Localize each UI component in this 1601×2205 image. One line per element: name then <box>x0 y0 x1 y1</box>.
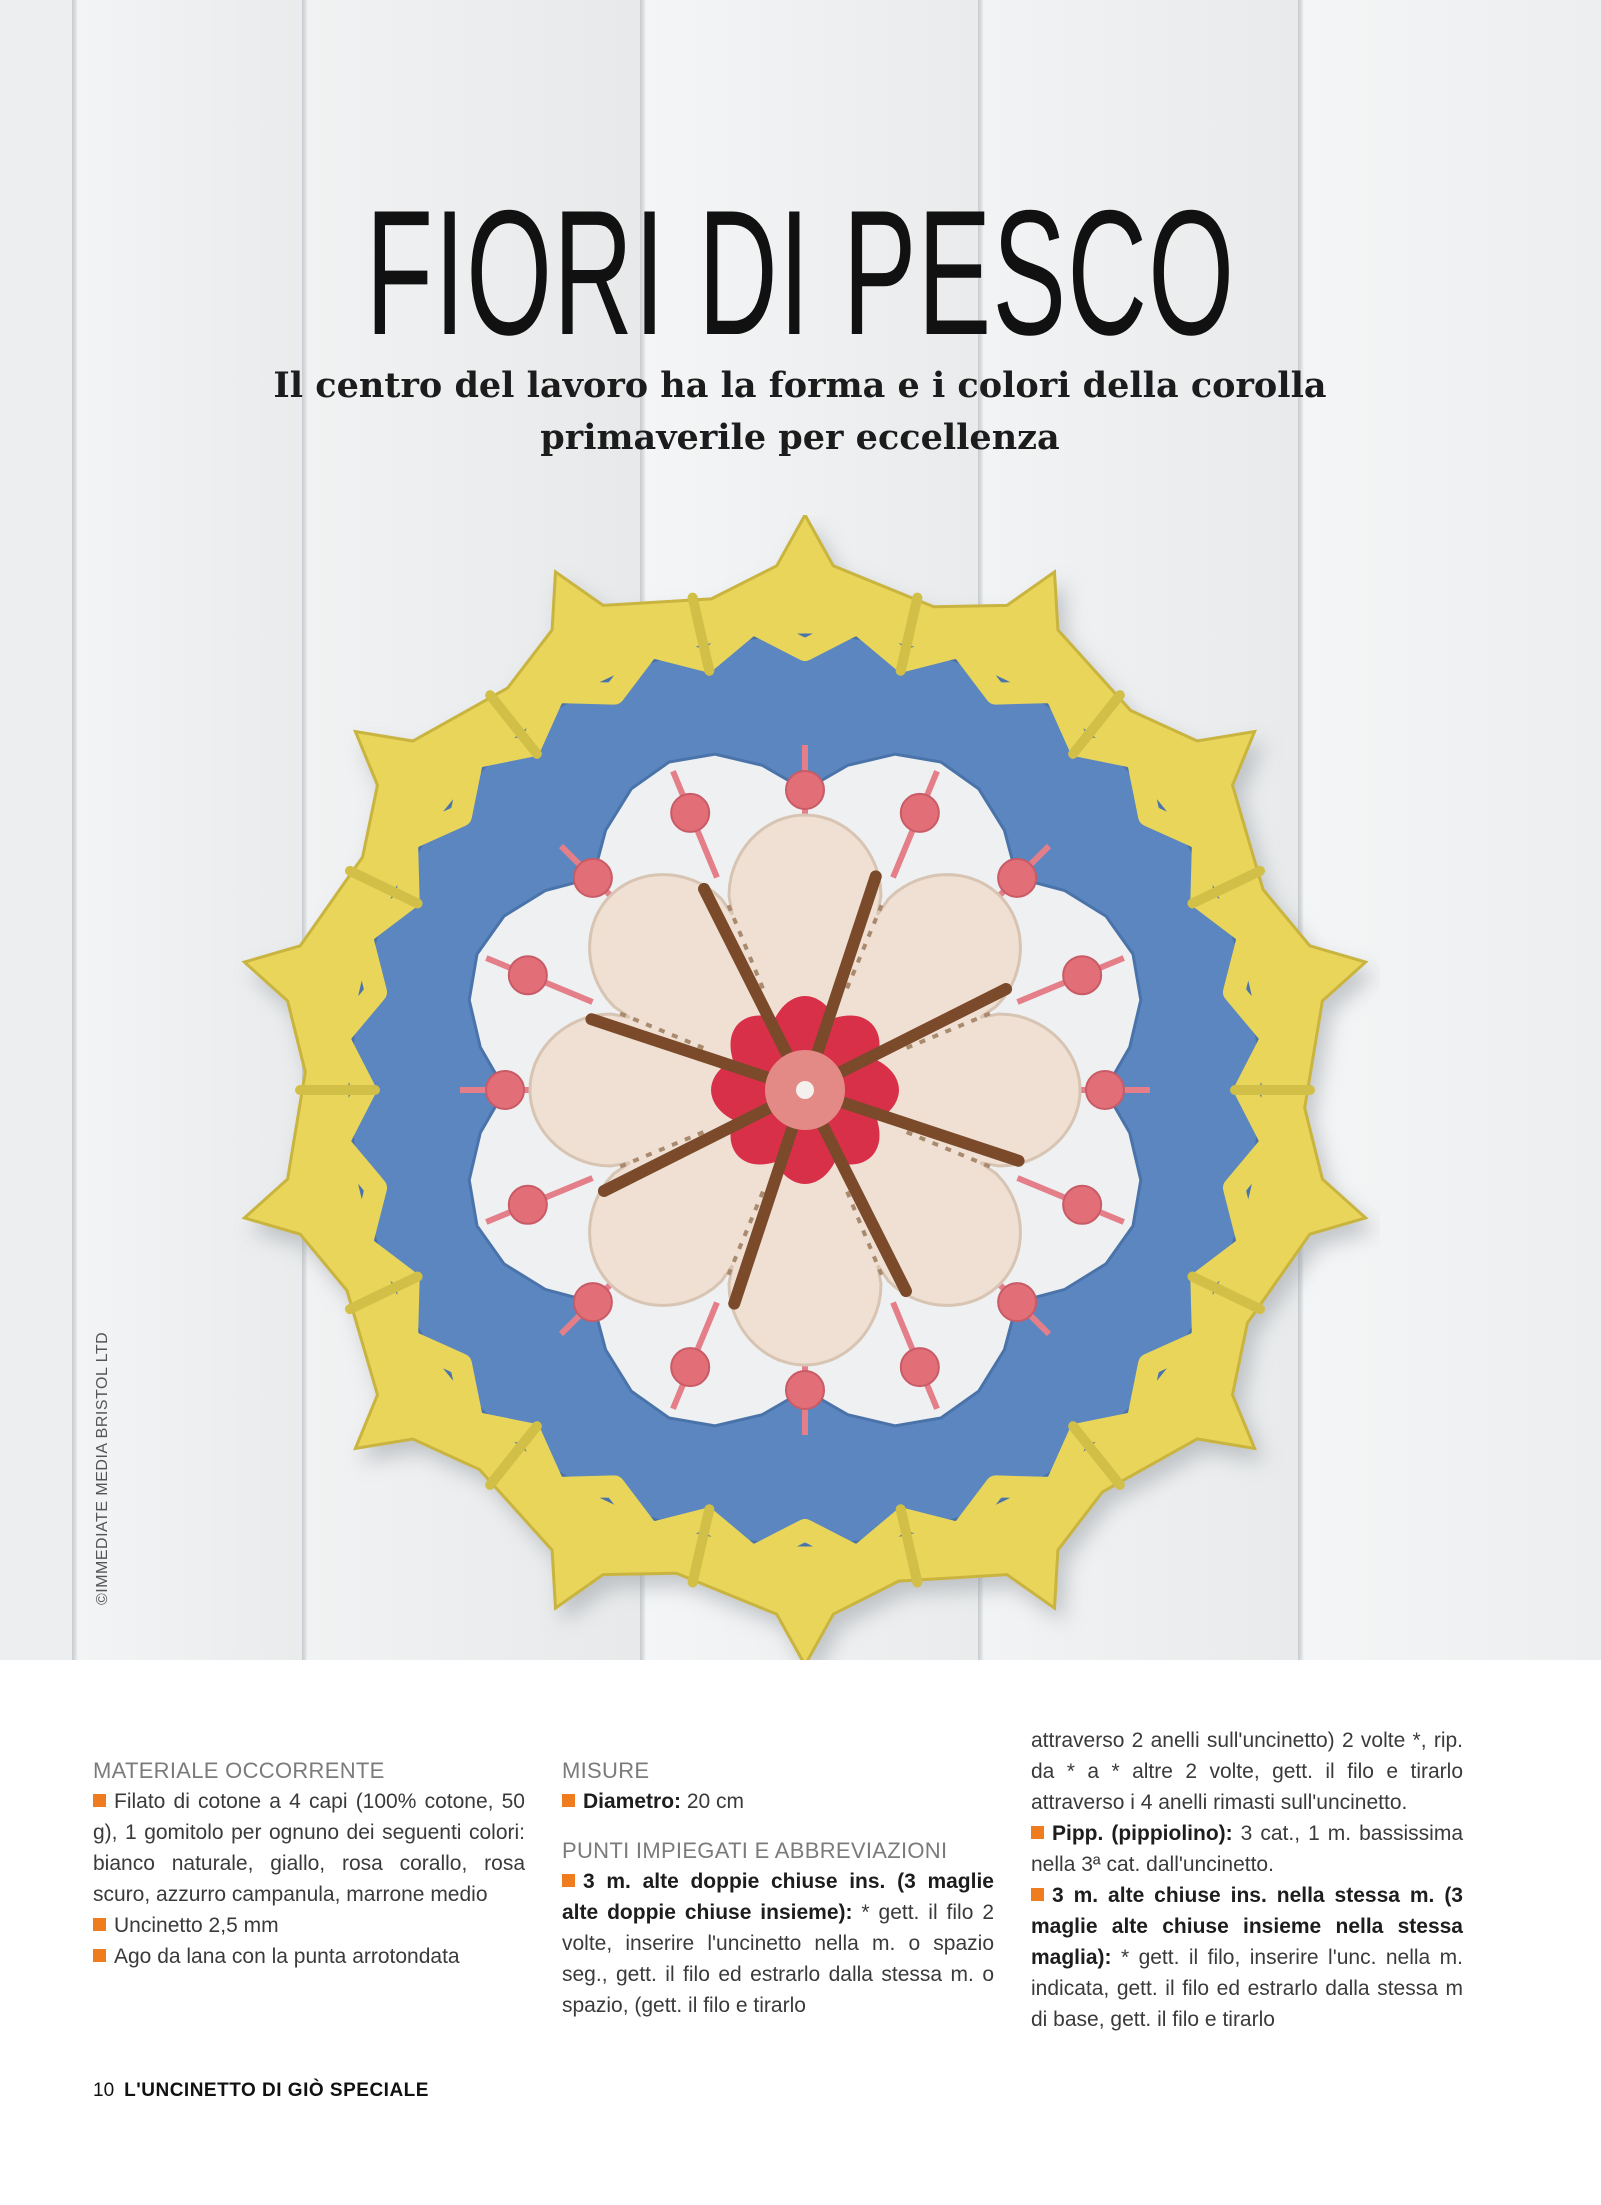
magazine-name: L'UNCINETTO DI GIÒ SPECIALE <box>124 2080 429 2101</box>
stitch-definition-2: 3 m. alte chiuse ins. nella stessa m. (3 maglie alte chiuse insieme nella stessa maglia): * gett. il filo, inserire l'unc. nella m. indicata, gett. il filo ed estrarlo dalla stessa m di base, gett. il filo e tirarlo <box>1031 1884 1463 2031</box>
picot-bobble <box>574 1283 612 1321</box>
stitch-definition-cont: attraverso 2 anelli sull'uncinetto) 2 volte *, rip. da * a * altre 2 volte, gett. il filo e tirarlo attraverso i 4 anelli rimasti sull'uncinetto. <box>1031 1729 1463 1814</box>
picot-bobble <box>1086 1071 1124 1109</box>
materials-column <box>93 1755 525 1972</box>
materials-heading: MATERIALE OCCORRENTE <box>93 1758 385 1783</box>
materials-item: Uncinetto 2,5 mm <box>93 1910 525 1941</box>
page-footer <box>93 2080 429 2102</box>
bullet-square-icon <box>93 1918 106 1931</box>
picot-bobble <box>786 771 824 809</box>
picot-bobble <box>1063 956 1101 994</box>
picot-bobble <box>486 1071 524 1109</box>
wood-plank <box>0 0 72 1660</box>
materials-item: Filato di cotone a 4 capi (100% cotone, 50 g), 1 gomitolo per ognuno dei seguenti colori: bianco naturale, giallo, rosa corallo, rosa scuro, azzurro campanula, marrone medio <box>93 1790 525 1906</box>
picot-bobble <box>671 1348 709 1386</box>
bullet-square-icon <box>562 1874 575 1887</box>
stitch-definition: 3 m. alte doppie chiuse ins. (3 maglie alte doppie chiuse insieme): * gett. il filo 2 volte, inserire l'uncinetto nella m. o spazio seg., gett. il filo ed estrarlo dalla stessa m. o spazio, (gett. il filo e tirarlo <box>562 1870 995 2017</box>
picot-bobble <box>998 1283 1036 1321</box>
stitches-heading: PUNTI IMPIEGATI E ABBREVIAZIONI <box>562 1838 948 1863</box>
picot-bobble <box>901 794 939 832</box>
materials-item: Ago da lana con la punta arrotondata <box>93 1941 525 1972</box>
picot-bobble <box>786 1371 824 1409</box>
crochet-doily-illustration <box>230 515 1380 1660</box>
core-hole <box>796 1081 814 1099</box>
picot-definition: Pipp. (pippiolino): 3 cat., 1 m. bassissima nella 3ª cat. dall'uncinetto. <box>1031 1822 1463 1876</box>
picot-bobble <box>901 1348 939 1386</box>
picot-bobble <box>509 956 547 994</box>
page-subtitle: Il centro del lavoro ha la forma e i colori della corolla primaverile per eccellenza <box>273 365 1327 458</box>
measures-heading: MISURE <box>562 1758 650 1783</box>
picot-bobble <box>671 794 709 832</box>
picot-bobble <box>998 859 1036 897</box>
bullet-square-icon <box>562 1794 575 1807</box>
size-line: Diametro: 20 cm <box>562 1786 994 1817</box>
measures-column <box>562 1755 994 2021</box>
page-title: FIORI DI PESCO <box>365 173 1236 372</box>
stitches-column-continued <box>1031 1725 1463 2035</box>
bullet-square-icon <box>1031 1826 1044 1839</box>
bullet-square-icon <box>93 1794 106 1807</box>
picot-bobble <box>1063 1186 1101 1224</box>
bullet-square-icon <box>1031 1888 1044 1901</box>
page-number: 10 <box>93 2080 115 2101</box>
picot-bobble <box>509 1186 547 1224</box>
bullet-square-icon <box>93 1949 106 1962</box>
cream-flower-center <box>530 815 1080 1365</box>
picot-bobble <box>574 859 612 897</box>
photo-credit: ©IMMEDIATE MEDIA BRISTOL LTD <box>94 1331 111 1605</box>
